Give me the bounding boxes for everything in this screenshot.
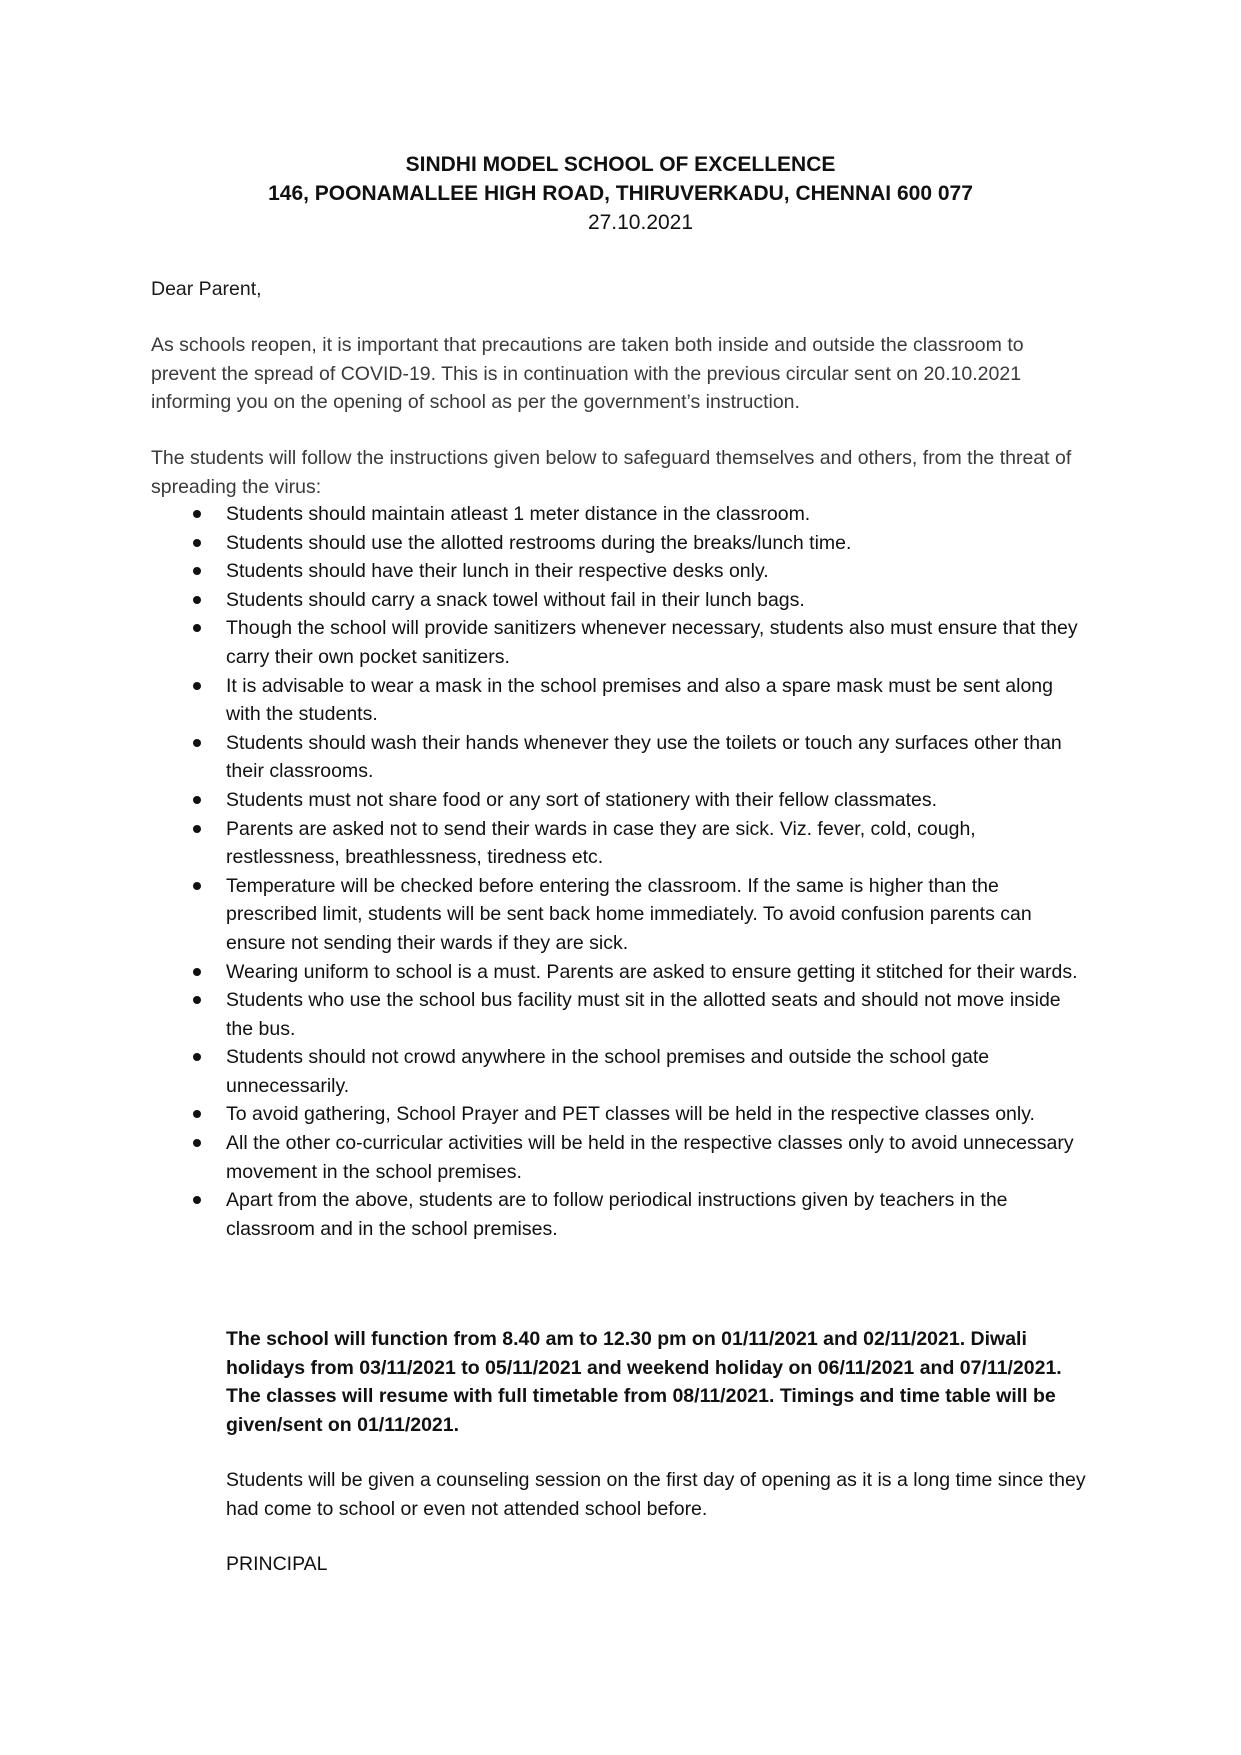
bullet-icon: [193, 624, 201, 632]
instruction-item: [151, 672, 1091, 729]
instruction-item: [151, 815, 1091, 872]
instruction-item: [151, 500, 1091, 529]
instruction-text: Students should carry a snack towel without fail in their lunch bags.: [226, 588, 805, 611]
instruction-text: It is advisable to wear a mask in the school premises and also a spare mask must be sent along with the students.: [226, 674, 1053, 726]
bullet-icon: [193, 567, 201, 575]
bullet-icon: [193, 1053, 201, 1061]
instruction-text: Students must not share food or any sort of stationery with their fellow classmates.: [226, 788, 937, 811]
bullet-icon: [193, 739, 201, 747]
bullet-icon: [193, 968, 201, 976]
bullet-icon: [193, 796, 201, 804]
bullet-icon: [193, 1139, 201, 1147]
instruction-item: [151, 586, 1091, 615]
instructions-intro: The students will follow the instructions given below to safeguard themselves and others, from the threat of spreading the virus:: [151, 447, 1072, 498]
instruction-item: [151, 1043, 1091, 1100]
instruction-text: All the other co-curricular activities will be held in the respective classes only to avoid unnecessary movement in the school premises.: [226, 1132, 1074, 1183]
instruction-item: [151, 786, 1091, 815]
instruction-item: [151, 614, 1091, 671]
bullet-icon: [193, 996, 201, 1004]
schedule-notice: The school will function from 8.40 am to 12.30 pm on 01/11/2021 and 02/11/2021. Diwali holidays from 03/11/2021 to 05/11/2021 and weekend holiday on 06/11/2021 and 07/11/2021. The classes will resume with full timetable from 08/11/2021. Timings and time table will be given/sent on 01/11/2021.: [226, 1328, 1062, 1436]
counseling-note: Students will be given a counseling session on the first day of opening as it is a long time since they had come to school or even not attended school before.: [226, 1469, 1086, 1520]
instruction-text: Temperature will be checked before entering the classroom. If the same is higher than the prescribed limit, students will be sent back home immediately. To avoid confusion parents can ensure not sending their wards if they are sick.: [226, 874, 1032, 954]
instruction-text: Students who use the school bus facility must sit in the allotted seats and should not move inside the bus.: [226, 989, 1061, 1040]
bullet-icon: [193, 825, 201, 833]
instruction-item: [151, 1100, 1091, 1129]
instruction-text: Students should wash their hands whenever they use the toilets or touch any surfaces other than their classrooms.: [226, 731, 1062, 783]
instruction-item: [151, 986, 1091, 1043]
school-name: SINDHI MODEL SCHOOL OF EXCELLENCE: [405, 153, 836, 176]
bullet-icon: [193, 882, 201, 890]
instruction-item: [151, 1186, 1091, 1243]
instruction-text: Apart from the above, students are to follow periodical instructions given by teachers in the classroom and in the school premises.: [226, 1189, 1008, 1240]
salutation: Dear Parent,: [151, 278, 262, 300]
circular-date: 27.10.2021: [587, 211, 694, 234]
instruction-text: Students should use the allotted restrooms during the breaks/lunch time.: [226, 531, 852, 554]
instruction-text: Students should maintain atleast 1 meter distance in the classroom.: [226, 503, 811, 525]
instruction-text: Though the school will provide sanitizers whenever necessary, students also must ensure that they carry their own pocket sanitizers.: [226, 617, 1078, 668]
instruction-text: Students should have their lunch in their respective desks only.: [226, 560, 769, 583]
intro-paragraph: As schools reopen, it is important that precautions are taken both inside and outside the classroom to prevent the spread of COVID-19. This is in continuation with the previous circular sent on 20.10.2021 informing you on the opening of school as per the government’s instruction.: [151, 334, 1024, 414]
instruction-item: [151, 557, 1091, 586]
bullet-icon: [193, 510, 201, 518]
instruction-item: [151, 958, 1091, 987]
instruction-list: [151, 500, 1091, 1243]
instruction-item: [151, 872, 1091, 958]
instruction-item: [151, 1129, 1091, 1186]
bullet-icon: [193, 1110, 201, 1118]
signature: PRINCIPAL: [226, 1553, 328, 1575]
bullet-icon: [193, 682, 201, 690]
letterhead: [0, 150, 1241, 237]
instruction-text: Parents are asked not to send their wards in case they are sick. Viz. fever, cold, cough, restlessness, breathlessness, tiredness etc.: [226, 817, 976, 869]
instruction-text: To avoid gathering, School Prayer and PET classes will be held in the respective classes only.: [226, 1103, 1035, 1126]
bullet-icon: [193, 539, 201, 547]
instruction-item: [151, 729, 1091, 786]
instruction-item: [151, 529, 1091, 558]
bullet-icon: [193, 596, 201, 604]
instruction-text: Students should not crowd anywhere in the school premises and outside the school gate unnecessarily.: [226, 1046, 990, 1097]
bullet-icon: [193, 1196, 201, 1204]
school-address: 146, POONAMALLEE HIGH ROAD, THIRUVERKADU, CHENNAI 600 077: [268, 182, 973, 205]
instruction-text: Wearing uniform to school is a must. Parents are asked to ensure getting it stitched for their wards.: [226, 960, 1078, 983]
